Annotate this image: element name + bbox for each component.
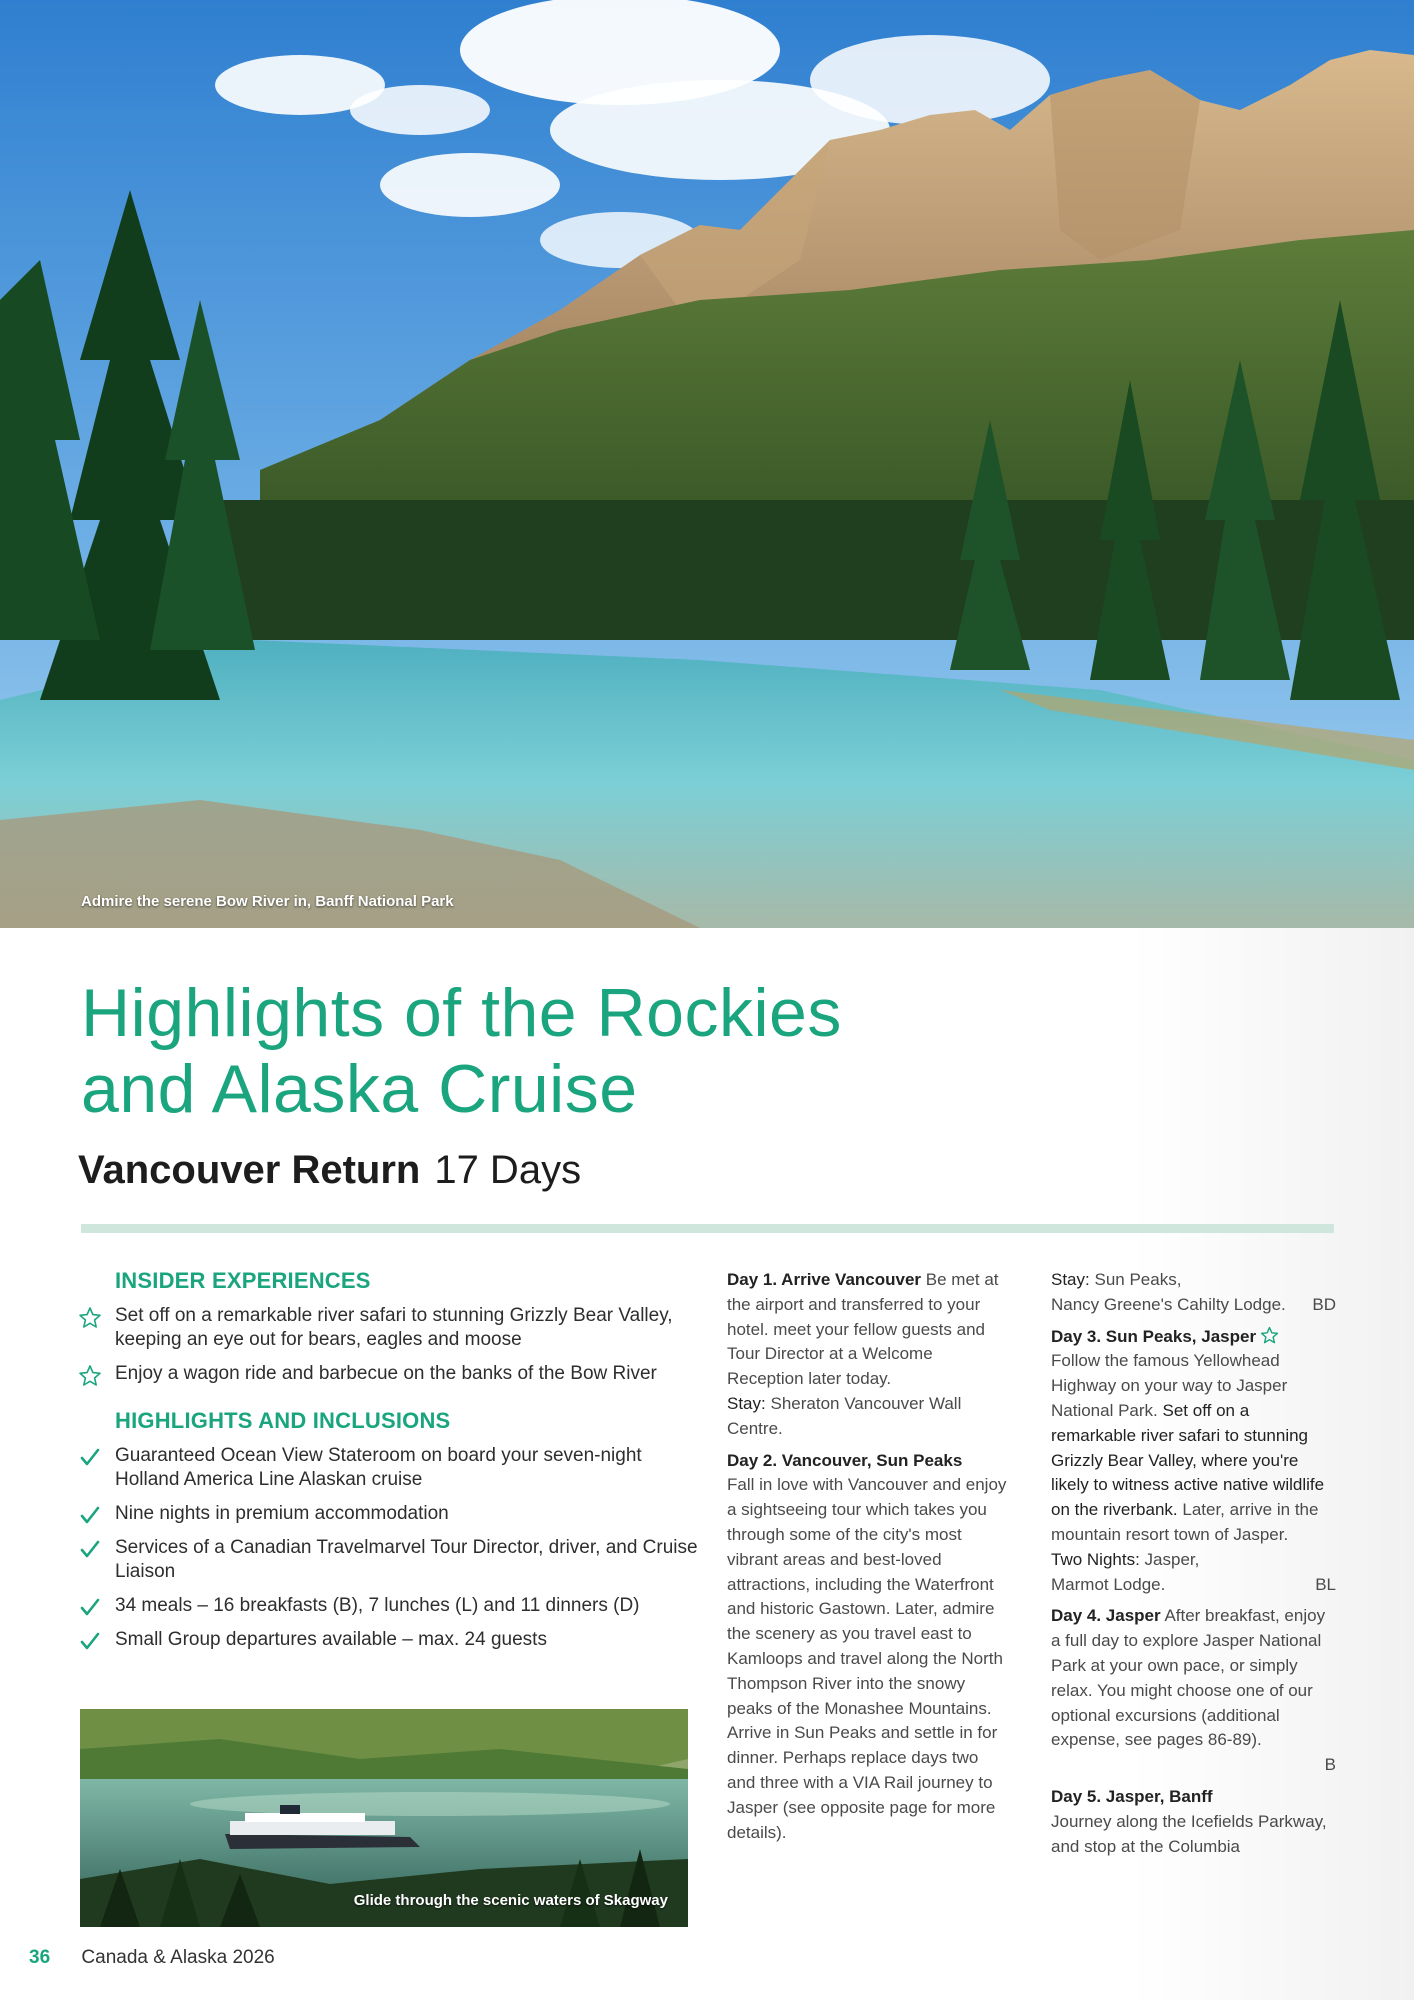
day-description-end: Later, arrive in the mountain resort town of Jasper. bbox=[1051, 1500, 1319, 1544]
day-3-entry bbox=[1051, 1325, 1336, 1598]
title-line-1: Highlights of the Rockies bbox=[81, 975, 842, 1051]
day-description: Follow the famous Yellowhead Highway on your way to Jasper National Park. bbox=[1051, 1351, 1288, 1420]
day-1-entry bbox=[727, 1268, 1009, 1442]
hero-photo bbox=[0, 0, 1414, 928]
meal-code: B bbox=[1324, 1755, 1336, 1775]
checkmark-icon bbox=[78, 1504, 102, 1528]
list-item bbox=[78, 1594, 698, 1618]
itinerary-column-1 bbox=[727, 1268, 1009, 1852]
list-item bbox=[78, 1304, 698, 1352]
insider-item-text: Set off on a remarkable river safari to stunning Grizzly Bear Valley, keeping an eye out for bears, eagles and moose bbox=[115, 1305, 673, 1350]
list-item bbox=[78, 1362, 698, 1386]
itinerary-column-2 bbox=[1051, 1268, 1336, 1866]
ship-caption: Glide through the scenic waters of Skagway bbox=[353, 1892, 668, 1909]
page-title bbox=[81, 975, 1281, 1127]
list-item bbox=[78, 1628, 698, 1652]
stay-label: Stay: bbox=[727, 1393, 766, 1413]
highlight-item-text: 34 meals – 16 breakfasts (B), 7 lunches (L) and 11 dinners (D) bbox=[115, 1595, 640, 1616]
stay-hotel: Sheraton Vancouver Wall Centre. bbox=[727, 1393, 962, 1438]
day-description: Fall in love with Vancouver and enjoy a sightseeing tour which takes you through some of the city's most vibrant areas and best-loved attractions, including the Waterfront and historic Gastown. Later, admire the scenery as you travel east to Kamloops and travel along the North Thompson River into the snowy peaks of the Monashee Mountains. Arrive in Sun Peaks and settle in for dinner. Perhaps replace days two and three with a VIA Rail journey to Jasper (see opposite page for more details). bbox=[727, 1475, 1007, 1842]
highlight-item-text: Guaranteed Ocean View Stateroom on board your seven-night Holland America Line Alaskan cruise bbox=[115, 1445, 642, 1490]
highlight-item-text: Nine nights in premium accommodation bbox=[115, 1503, 449, 1524]
day-5-entry bbox=[1051, 1785, 1336, 1859]
star-outline-icon bbox=[78, 1364, 102, 1388]
page-footer bbox=[29, 1947, 275, 1969]
highlights-heading: HIGHLIGHTS AND INCLUSIONS bbox=[115, 1408, 451, 1433]
day-description: Journey along the Icefields Parkway, and stop at the Columbia bbox=[1051, 1811, 1327, 1856]
page-number: 36 bbox=[29, 1947, 51, 1968]
day-title: Day 5. Jasper, Banff bbox=[1051, 1786, 1213, 1806]
stay-location: Jasper, bbox=[1144, 1549, 1200, 1569]
highlight-item-text: Services of a Canadian Travelmarvel Tour Director, driver, and Cruise Liaison bbox=[115, 1537, 698, 1582]
stay-label: Stay: bbox=[1051, 1270, 1090, 1289]
meal-code: BD bbox=[1312, 1294, 1336, 1314]
day-title: Day 3. Sun Peaks, Jasper bbox=[1051, 1326, 1257, 1346]
list-item bbox=[78, 1502, 698, 1526]
star-outline-icon bbox=[78, 1306, 102, 1330]
highlights-list bbox=[78, 1444, 698, 1652]
insider-item-text: Enjoy a wagon ride and barbecue on the banks of the Bow River bbox=[115, 1363, 657, 1384]
list-item bbox=[78, 1444, 698, 1492]
day-2-stay bbox=[1051, 1268, 1336, 1318]
bow-river-landscape-image bbox=[0, 0, 1414, 928]
list-item bbox=[78, 1536, 698, 1584]
checkmark-icon bbox=[78, 1538, 102, 1562]
section-divider bbox=[81, 1224, 1334, 1233]
stay-hotel: Marmot Lodge. bbox=[1051, 1574, 1166, 1594]
tour-subtitle bbox=[78, 1148, 581, 1193]
stay-label: Two Nights: bbox=[1051, 1549, 1140, 1569]
title-line-2: and Alaska Cruise bbox=[81, 1051, 638, 1127]
route-label: Vancouver Return bbox=[78, 1148, 421, 1192]
checkmark-icon bbox=[78, 1596, 102, 1620]
day-description: Be met at the airport and transferred to your hotel. meet your fellow guests and Tour Director at a Welcome Reception later today. bbox=[727, 1270, 999, 1389]
stay-hotel: Nancy Greene's Cahilty Lodge. bbox=[1051, 1294, 1286, 1314]
star-outline-icon bbox=[1260, 1326, 1279, 1345]
experiences-column bbox=[78, 1268, 698, 1662]
day-title: Day 2. Vancouver, Sun Peaks bbox=[727, 1450, 963, 1470]
day-4-entry bbox=[1051, 1604, 1336, 1778]
day-2-entry bbox=[727, 1449, 1009, 1846]
cruise-ship-photo bbox=[80, 1709, 688, 1927]
day-description: After breakfast, enjoy a full day to explore Jasper National Park at your own pace, or simply relax. You might choose one of our optional excursions (additional expense, see pages 86-89). bbox=[1051, 1606, 1326, 1750]
stay-meal-row bbox=[1051, 1573, 1336, 1598]
insider-list bbox=[78, 1304, 698, 1386]
day-title: Day 4. Jasper bbox=[1051, 1606, 1161, 1626]
stay-meal-row bbox=[1051, 1753, 1336, 1778]
checkmark-icon bbox=[78, 1630, 102, 1654]
insider-highlight-text: Set off on a remarkable river safari to stunning Grizzly Bear Valley, where you're likely to witness active native wildlife on the riverbank. bbox=[1051, 1400, 1325, 1520]
highlight-item-text: Small Group departures available – max. 24 guests bbox=[115, 1629, 547, 1650]
checkmark-icon bbox=[78, 1446, 102, 1470]
insider-heading: INSIDER EXPERIENCES bbox=[115, 1268, 371, 1293]
duration-label: 17 Days bbox=[434, 1148, 582, 1192]
hero-caption: Admire the serene Bow River in, Banff National Park bbox=[81, 893, 454, 910]
publication-title: Canada & Alaska 2026 bbox=[81, 1947, 275, 1968]
stay-meal-row bbox=[1051, 1293, 1336, 1318]
meal-code: BL bbox=[1315, 1574, 1336, 1594]
day-title: Day 1. Arrive Vancouver bbox=[727, 1270, 922, 1289]
stay-location: Sun Peaks, bbox=[1094, 1270, 1182, 1289]
